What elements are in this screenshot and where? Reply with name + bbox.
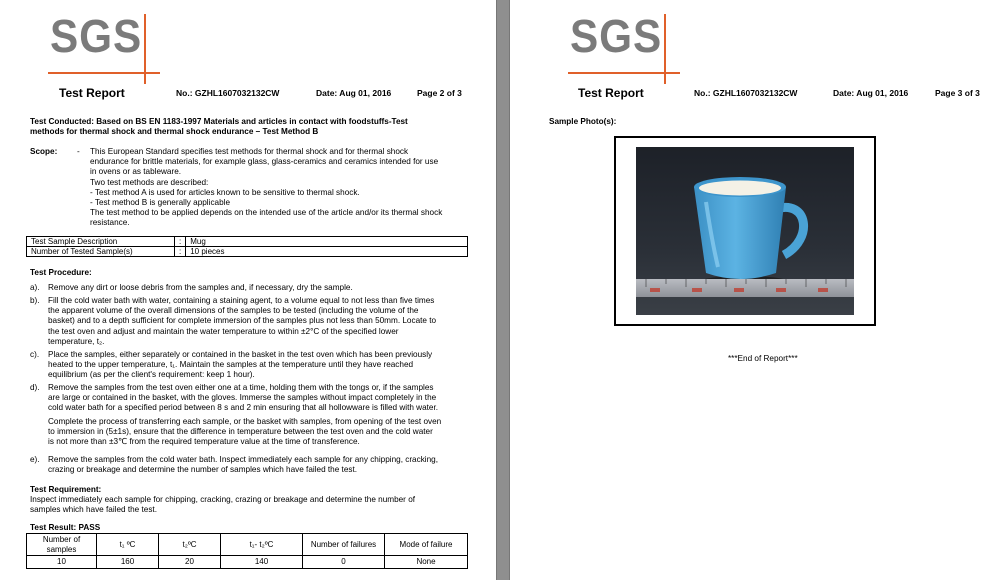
step-line: is not more than ±3℃ from the required temperature value at the time of transference.	[48, 437, 360, 447]
step-line: equilibrium (as per the client's requirement: keep 1 hour).	[48, 370, 255, 380]
step-text	[48, 296, 472, 347]
procedure-title: Test Procedure:	[30, 268, 92, 277]
report-title: Test Report	[578, 86, 644, 100]
page-number: Page 2 of 3	[417, 88, 462, 98]
step-marker: a).	[30, 283, 40, 292]
step-line: Fill the cold water bath with water, containing a staining agent, to a volume equal to not less than five times	[48, 296, 435, 305]
report-page-2	[0, 0, 496, 580]
photo-label: Sample Photo(s):	[549, 117, 617, 126]
scope-line: resistance.	[90, 218, 130, 228]
report-title: Test Report	[59, 86, 125, 100]
result-table	[26, 533, 468, 569]
report-page-3	[510, 0, 1000, 580]
test-conducted: Test Conducted: Based on BS EN 1183-1997 Materials and articles in contact with foodstuffs-Test methods for thermal shock and thermal shock endurance – Test Method B	[30, 117, 408, 137]
scope-line: - Test method B is generally applicable	[90, 198, 231, 208]
step-text	[48, 417, 472, 448]
sgs-logo: SGS	[570, 14, 690, 66]
step-marker: b).	[30, 296, 40, 305]
report-number: No.: GZHL1607032132CW	[176, 88, 280, 98]
step-line: to immersion in (5±1s), ensure that the difference in temperature between the test oven and the cold water	[48, 427, 433, 437]
step-marker: c).	[30, 350, 40, 359]
step-text	[48, 455, 472, 475]
sample-photo	[636, 147, 854, 315]
scope-line: in ovens or as tableware.	[90, 167, 182, 177]
step-text	[48, 350, 472, 381]
table-row: Test Sample Description : Mug	[27, 237, 468, 247]
table-row: 10 160 20 140 0 None	[27, 556, 468, 569]
table-row: Number of Tested Sample(s) : 10 pieces	[27, 247, 468, 257]
sample-info-table	[26, 236, 468, 257]
step-marker: d).	[30, 383, 40, 392]
step-text	[48, 283, 472, 293]
step-line: Complete the process of transferring each sample, or the basket with samples, from opening of the test oven	[48, 417, 442, 426]
step-line: cold water bath for a specified period between 8 s and 2 min ensuring that all hollowware is filled with water.	[48, 403, 439, 413]
page-gap	[496, 0, 510, 580]
report-date: Date: Aug 01, 2016	[316, 88, 392, 98]
sgs-logo: SGS	[50, 14, 170, 66]
report-date: Date: Aug 01, 2016	[833, 88, 909, 98]
step-line: Place the samples, either separately or contained in the basket in the test oven which has been previously	[48, 350, 433, 359]
step-marker: e).	[30, 455, 40, 464]
step-line: Remove the samples from the test oven either one at a time, holding them with the tongs or, if the samples	[48, 383, 434, 392]
step-line: basket) and to a depth sufficient for complete immersion of the samples plus not less than 50mm. Locate to	[48, 316, 437, 326]
step-line: the apparent volume of the overall dimensions of the samples to be tested (including the volume of the	[48, 306, 419, 316]
scope-line: The test method to be applied depends on the intended use of the article and/or its thermal shock	[90, 208, 443, 218]
step-line: are large or contained in the basket, with the gloves. Immerse the samples without impact completely in the	[48, 393, 437, 403]
scope-line: - Test method A is used for articles known to be sensitive to thermal shock.	[90, 187, 360, 197]
scope-line: endurance for brittle materials, for example glass, glass-ceramics and ceramics intended for use	[90, 157, 439, 167]
step-text	[48, 383, 472, 414]
step-line: heated to the upper temperature, t₁. Maintain the samples at the temperature until they have reached	[48, 360, 414, 370]
step-line: Remove any dirt or loose debris from the samples and, if necessary, dry the sample.	[48, 283, 353, 292]
step-line: Remove the samples from the cold water bath. Inspect immediately each sample for any chipping, cracking,	[48, 455, 439, 464]
report-header	[510, 88, 1000, 102]
scope-line: This European Standard specifies test methods for thermal shock and for thermal shock	[90, 147, 409, 156]
step-line: crazing or breakage and determine the number of samples which have failed the test.	[48, 465, 358, 475]
sample-photo-frame	[614, 136, 876, 326]
table-row: Number of samples t₁ ºC t₂ºC t₁- t₂ºC Number of failures Mode of failure	[27, 534, 468, 556]
page-number: Page 3 of 3	[935, 88, 980, 98]
requirement-text: Inspect immediately each sample for chipping, cracking, crazing or breakage and determine the number of samples which have failed the test.	[30, 495, 416, 515]
result-title: Test Result: PASS	[30, 523, 101, 532]
requirement-title: Test Requirement:	[30, 485, 102, 494]
report-header	[0, 88, 496, 102]
scope-section: Scope: - This European Standard specifies test methods for thermal shock and for thermal shock endurance for brittle materials, for example glass, glass-ceramics and ceramics intended for use in ovens or as tableware. Two test methods are described: - Test method A is used for articles known to be sensitive to thermal shock. - Test method B is generally applicable The test method to be applied depends on the intended use of the article and/or its thermal shock resistance.	[30, 147, 470, 237]
report-number: No.: GZHL1607032132CW	[694, 88, 798, 98]
step-line: temperature, t₂.	[48, 336, 105, 346]
scope-text	[90, 147, 470, 229]
step-line: the test oven and adjust and maintain the water temperature to within ±2°C of the specified lower	[48, 326, 399, 336]
scope-line: Two test methods are described:	[90, 177, 209, 187]
end-of-report: ***End of Report***	[728, 354, 798, 363]
